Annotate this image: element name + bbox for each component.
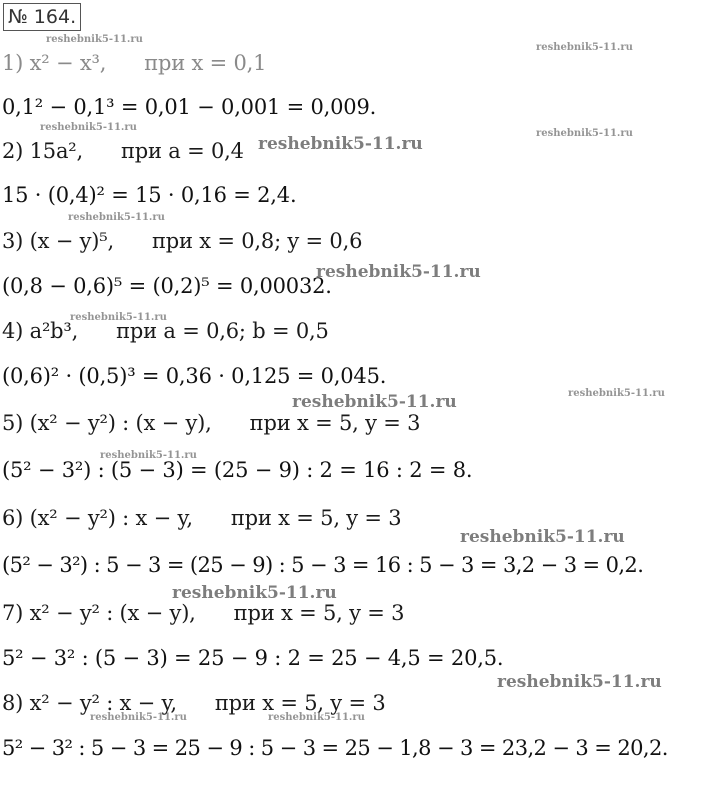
task-2-statement — [2, 138, 244, 164]
watermark: reshebnik5-11.ru — [536, 42, 633, 53]
task-8-solution: 5² − 3² : 5 − 3 = 25 − 9 : 5 − 3 = 25 − 1,8 − 3 = 23,2 − 3 = 20,2. — [2, 736, 668, 760]
watermark: reshebnik5-11.ru — [258, 134, 423, 154]
watermark: reshebnik5-11.ru — [316, 262, 481, 282]
watermark: reshebnik5-11.ru — [70, 312, 167, 323]
task-7-condition: при x = 5, y = 3 — [233, 601, 405, 625]
task-7-statement — [2, 600, 404, 626]
watermark: reshebnik5-11.ru — [172, 583, 337, 603]
problem-number: № 164. — [3, 3, 81, 31]
task-8-expression: 8) x² − y² : x − y, — [2, 691, 177, 715]
task-7-expression: 7) x² − y² : (x − y), — [2, 601, 196, 625]
task-3-condition: при x = 0,8; y = 0,6 — [151, 229, 363, 253]
task-2-condition: при a = 0,4 — [120, 139, 244, 163]
watermark: reshebnik5-11.ru — [268, 712, 365, 723]
task-2-expression: 2) 15a², — [2, 139, 83, 163]
watermark: reshebnik5-11.ru — [46, 34, 143, 45]
task-3-expression: 3) (x − y)⁵, — [2, 229, 114, 253]
task-5-expression: 5) (x² − y²) : (x − y), — [2, 411, 212, 435]
task-1-expression: 1) x² − x³, — [2, 51, 107, 75]
watermark: reshebnik5-11.ru — [460, 527, 625, 547]
task-4-expression: 4) a²b³, — [2, 319, 79, 343]
task-6-solution: (5² − 3²) : 5 − 3 = (25 − 9) : 5 − 3 = 16 : 5 − 3 = 3,2 − 3 = 0,2. — [2, 553, 644, 577]
task-6-expression: 6) (x² − y²) : x − y, — [2, 506, 193, 530]
task-1-statement — [2, 50, 266, 76]
watermark: reshebnik5-11.ru — [568, 388, 665, 399]
watermark: reshebnik5-11.ru — [40, 122, 137, 133]
task-5-solution: (5² − 3²) : (5 − 3) = (25 − 9) : 2 = 16 : 2 = 8. — [2, 458, 473, 482]
watermark: reshebnik5-11.ru — [292, 392, 457, 412]
task-4-solution: (0,6)² · (0,5)³ = 0,36 · 0,125 = 0,045. — [2, 364, 387, 388]
watermark: reshebnik5-11.ru — [497, 672, 662, 692]
task-5-condition: при x = 5, y = 3 — [249, 411, 421, 435]
task-7-solution: 5² − 3² : (5 − 3) = 25 − 9 : 2 = 25 − 4,5 = 20,5. — [2, 646, 504, 670]
task-1-condition: при x = 0,1 — [144, 51, 267, 75]
task-1-solution: 0,1² − 0,1³ = 0,01 − 0,001 = 0,009. — [2, 95, 377, 119]
task-3-solution: (0,8 − 0,6)⁵ = (0,2)⁵ = 0,00032. — [2, 274, 332, 298]
task-3-statement — [2, 228, 362, 254]
task-4-condition: при a = 0,6; b = 0,5 — [116, 319, 329, 343]
task-8-condition: при x = 5, y = 3 — [214, 691, 386, 715]
task-6-condition: при x = 5, y = 3 — [230, 506, 402, 530]
task-5-statement — [2, 410, 420, 436]
watermark: reshebnik5-11.ru — [536, 128, 633, 139]
watermark: reshebnik5-11.ru — [90, 712, 187, 723]
task-6-statement — [2, 505, 401, 531]
watermark: reshebnik5-11.ru — [100, 450, 197, 461]
task-2-solution: 15 · (0,4)² = 15 · 0,16 = 2,4. — [2, 183, 297, 207]
watermark: reshebnik5-11.ru — [68, 212, 165, 223]
